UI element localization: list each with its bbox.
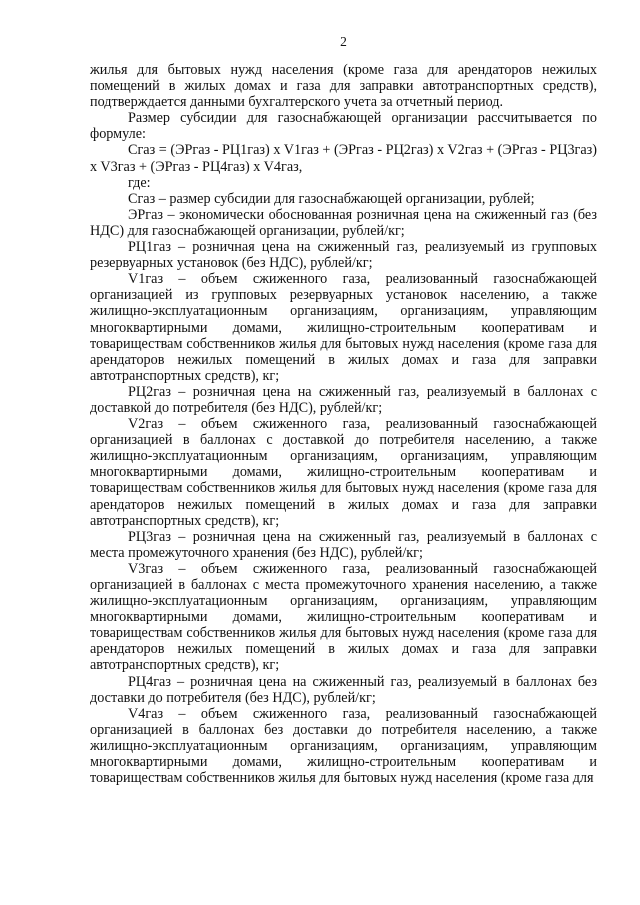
document-page [90,34,597,786]
definition-v4gaz: V4газ – объем сжиженного газа, реализованный газоснабжающей организацией в баллонах без доставки до потребителя населению, а также жилищно-эксплуатационным организациям, организациям, управляющим многоквартирными домами, жилищно-строительным кооперативам и товариществам собственников жилья для бытовых нужд населения (кроме газа для [90,705,597,787]
page-number: 2 [340,34,347,49]
definition-rc4gaz: РЦ4газ – розничная цена на сжиженный газ, реализуемый в баллонах без доставки до потребителя (без НДС), рублей/кг; [90,673,597,706]
definition-v2gaz: V2газ – объем сжиженного газа, реализованный газоснабжающей организацией в баллонах с доставкой до потребителя населению, а также жилищно-эксплуатационным организациям, организациям, управляющим многоквартирными домами, жилищно-строительным кооперативам и товариществам собственников жилья для бытовых нужд населения (кроме газа для арендаторов нежилых помещений в жилых домах и газа для заправки автотранспортных средств), кг; [90,416,597,529]
paragraph-subsidy-intro: Размер субсидии для газоснабжающей организации рассчитывается по формуле: [90,110,597,143]
definition-rc3gaz: РЦ3газ – розничная цена на сжиженный газ, реализуемый в баллонах с места промежуточного хранения (без НДС), рублей/кг; [90,528,597,561]
definition-v1gaz: V1газ – объем сжиженного газа, реализованный газоснабжающей организацией из групповых резервуарных установок населению, а также жилищно-эксплуатационным организациям, организациям, управляющим многоквартирными домами, жилищно-строительным кооперативам и товариществам собственников жилья для бытовых нужд населения (кроме газа для арендаторов нежилых помещений в жилых домах и газа для заправки автотранспортных средств), кг; [90,271,597,384]
paragraph-where: где: [128,174,151,191]
paragraph-formula: Сгаз = (ЭРгаз - РЦ1газ) x V1газ + (ЭРгаз - РЦ2газ) x V2газ + (ЭРгаз - РЦ3газ) x V3газ + (ЭРгаз - РЦ4газ) x V4газ, [90,142,597,175]
definition-v3gaz: V3газ – объем сжиженного газа, реализованный газоснабжающей организацией в баллонах с места промежуточного хранения населению, а также жилищно-эксплуатационным организациям, организациям, управляющим многоквартирными домами, жилищно-строительным кооперативам и товариществам собственников жилья для бытовых нужд населения (кроме газа для арендаторов нежилых помещений в жилых домах и газа для заправки автотранспортных средств), кг; [90,560,597,674]
definition-ergaz: ЭРгаз – экономически обоснованная розничная цена на сжиженный газ (без НДС) для газоснабжающей организации, рублей/кг; [90,206,597,239]
paragraph-continuation: жилья для бытовых нужд населения (кроме газа для арендаторов нежилых помещений в жилых домах и газа для заправки автотранспортных средств), подтверждается данными бухгалтерского учета за отчетный период. [90,62,597,111]
definition-cgaz: Сгаз – размер субсидии для газоснабжающей организации, рублей; [128,190,535,207]
definition-rc1gaz: РЦ1газ – розничная цена на сжиженный газ, реализуемый из групповых резервуарных установок (без НДС), рублей/кг; [90,239,597,272]
definition-rc2gaz: РЦ2газ – розничная цена на сжиженный газ, реализуемый в баллонах с доставкой до потребителя (без НДС), рублей/кг; [90,383,597,416]
